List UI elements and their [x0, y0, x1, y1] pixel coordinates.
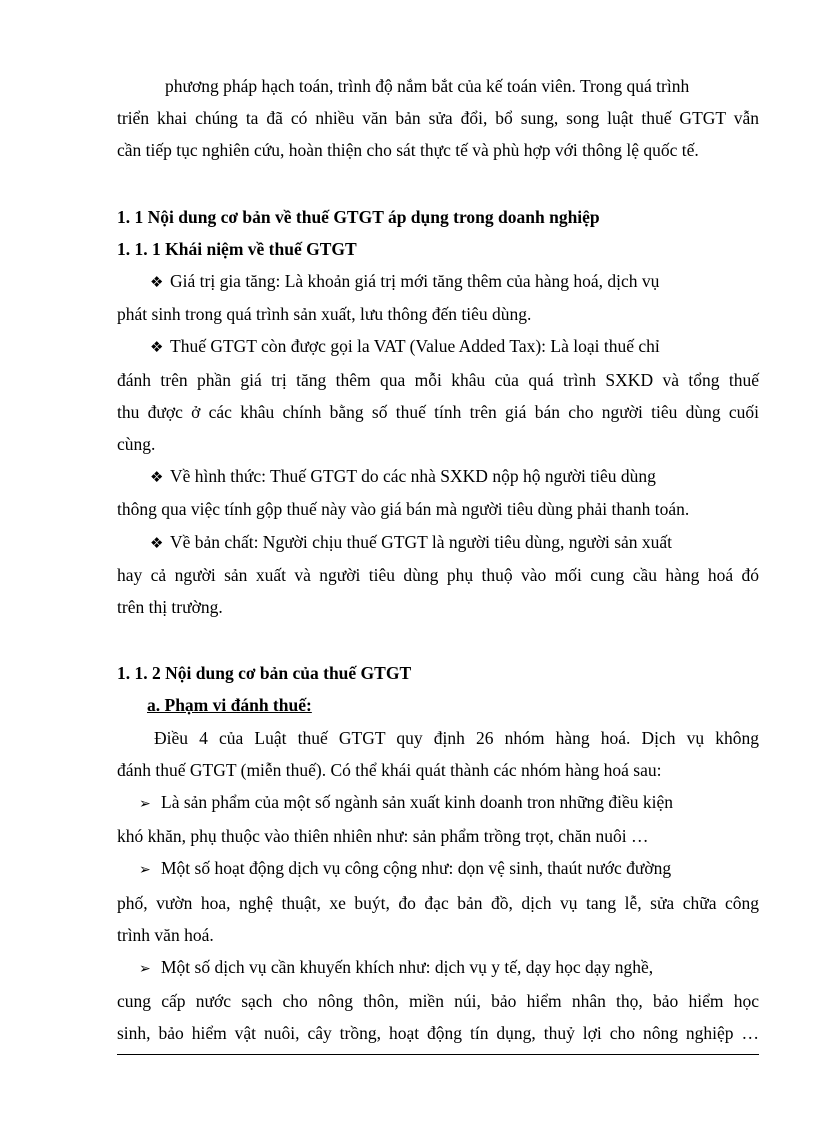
definition-item-line: cùng. [117, 434, 156, 455]
definition-item [117, 265, 759, 330]
scope-line-1: Điều 4 của Luật thuế GTGT quy định 26 nhóm hàng hoá. Dịch vụ không [154, 727, 759, 748]
footer-divider [117, 1054, 759, 1055]
definition-item-first-line [117, 265, 759, 298]
definition-item-line: phát sinh trong quá trình sản xuất, lưu thông đến tiêu dùng. [117, 304, 532, 325]
definition-item-line: trên thị trường. [117, 597, 223, 618]
exempt-group-text: Một số hoạt động dịch vụ công cộng như: dọn vệ sinh, thaút nước đường [161, 858, 672, 879]
intro-line-3: cần tiếp tục nghiên cứu, hoàn thiện cho sát thực tế và phù hợp với thông lệ quốc tế. [117, 140, 699, 161]
diamond-bullet-icon: ❖ [150, 338, 164, 357]
document-page [117, 70, 759, 1050]
definition-item-text: Thuế GTGT còn được gọi la VAT (Value Added Tax): Là loại thuế chỉ [170, 336, 660, 357]
exempt-group-item [117, 786, 759, 852]
scope-paragraph [117, 722, 759, 786]
definition-item-line: thông qua việc tính gộp thuế này vào giá bán mà người tiêu dùng phải thanh toán. [117, 499, 690, 520]
definition-item-line: đánh trên phần giá trị tăng thêm qua mỗi khâu của quá trình SXKD và tổng thuế [117, 369, 759, 390]
intro-line-1: phương pháp hạch toán, trình độ nắm bắt của kế toán viên. Trong quá trình [165, 76, 690, 96]
definition-item [117, 526, 759, 624]
diamond-bullet-icon: ❖ [150, 533, 164, 552]
definition-item-first-line [117, 460, 759, 493]
exempt-group-item [117, 951, 759, 1050]
definition-item-text: Về bản chất: Người chịu thuế GTGT là người tiêu dùng, người sản xuất [170, 531, 673, 552]
exempt-group-line: sinh, bảo hiểm vật nuôi, cây trồng, hoạt động tín dụng, thuỷ lợi cho nông nghiệp … [117, 1023, 759, 1044]
definition-item [117, 460, 759, 525]
subsection-heading-a: a. Phạm vi đánh thuế: [147, 695, 312, 716]
section-heading-1-1-1: 1. 1. 1 Khái niệm về thuế GTGT [117, 238, 357, 259]
section-heading-1-1-2: 1. 1. 2 Nội dung cơ bản của thuế GTGT [117, 663, 412, 684]
exempt-group-first-line [117, 852, 759, 886]
exempt-group-first-line [117, 951, 759, 985]
spacer [117, 623, 759, 657]
spacer [117, 167, 759, 201]
definition-item-line: thu được ở các khâu chính bằng số thuế tính trên giá bán cho người tiêu dùng cuối [117, 401, 759, 422]
scope-line-2: đánh thuế GTGT (miễn thuế). Có thể khái quát thành các nhóm hàng hoá sau: [117, 759, 662, 780]
intro-paragraph [117, 70, 759, 167]
exempt-group-line: khó khăn, phụ thuộc vào thiên nhiên như: sản phẩm trồng trọt, chăn nuôi … [117, 826, 649, 847]
arrow-bullet-icon: ➢ [139, 796, 151, 813]
exempt-group-text: Một số dịch vụ cần khuyến khích như: dịch vụ y tế, dạy học dạy nghề, [161, 957, 654, 978]
diamond-bullet-icon: ❖ [150, 468, 164, 487]
exempt-group-line: phố, vườn hoa, nghệ thuật, xe buýt, đo đạc bản đồ, dịch vụ tang lễ, sửa chữa công [117, 892, 759, 913]
definition-item-line: hay cả người sản xuất và người tiêu dùng phụ thuộ vào mối cung cầu hàng hoá đó [117, 564, 759, 585]
definition-item [117, 330, 759, 460]
arrow-bullet-icon: ➢ [139, 961, 151, 978]
definition-item-text: Giá trị gia tăng: Là khoản giá trị mới tăng thêm của hàng hoá, dịch vụ [170, 271, 660, 292]
intro-line-2: triển khai chúng ta đã có nhiều văn bản sửa đổi, bổ sung, song luật thuế GTGT vẫn [117, 108, 759, 129]
diamond-bullet-icon: ❖ [150, 273, 164, 292]
exempt-group-line: trình văn hoá. [117, 924, 214, 945]
definition-item-first-line [117, 526, 759, 559]
arrow-bullet-icon: ➢ [139, 862, 151, 879]
definition-item-text: Về hình thức: Thuế GTGT do các nhà SXKD nộp hộ người tiêu dùng [170, 466, 656, 487]
exempt-group-line: cung cấp nước sạch cho nông thôn, miền núi, bảo hiểm nhân thọ, bảo hiểm học [117, 991, 759, 1012]
exempt-group-item [117, 852, 759, 951]
exempt-group-text: Là sản phẩm của một số ngành sản xuất kinh doanh tron những điều kiện [161, 792, 674, 813]
definition-item-first-line [117, 330, 759, 363]
section-heading-1-1: 1. 1 Nội dung cơ bản về thuế GTGT áp dụng trong doanh nghiệp [117, 206, 600, 227]
exempt-group-first-line [117, 786, 759, 820]
